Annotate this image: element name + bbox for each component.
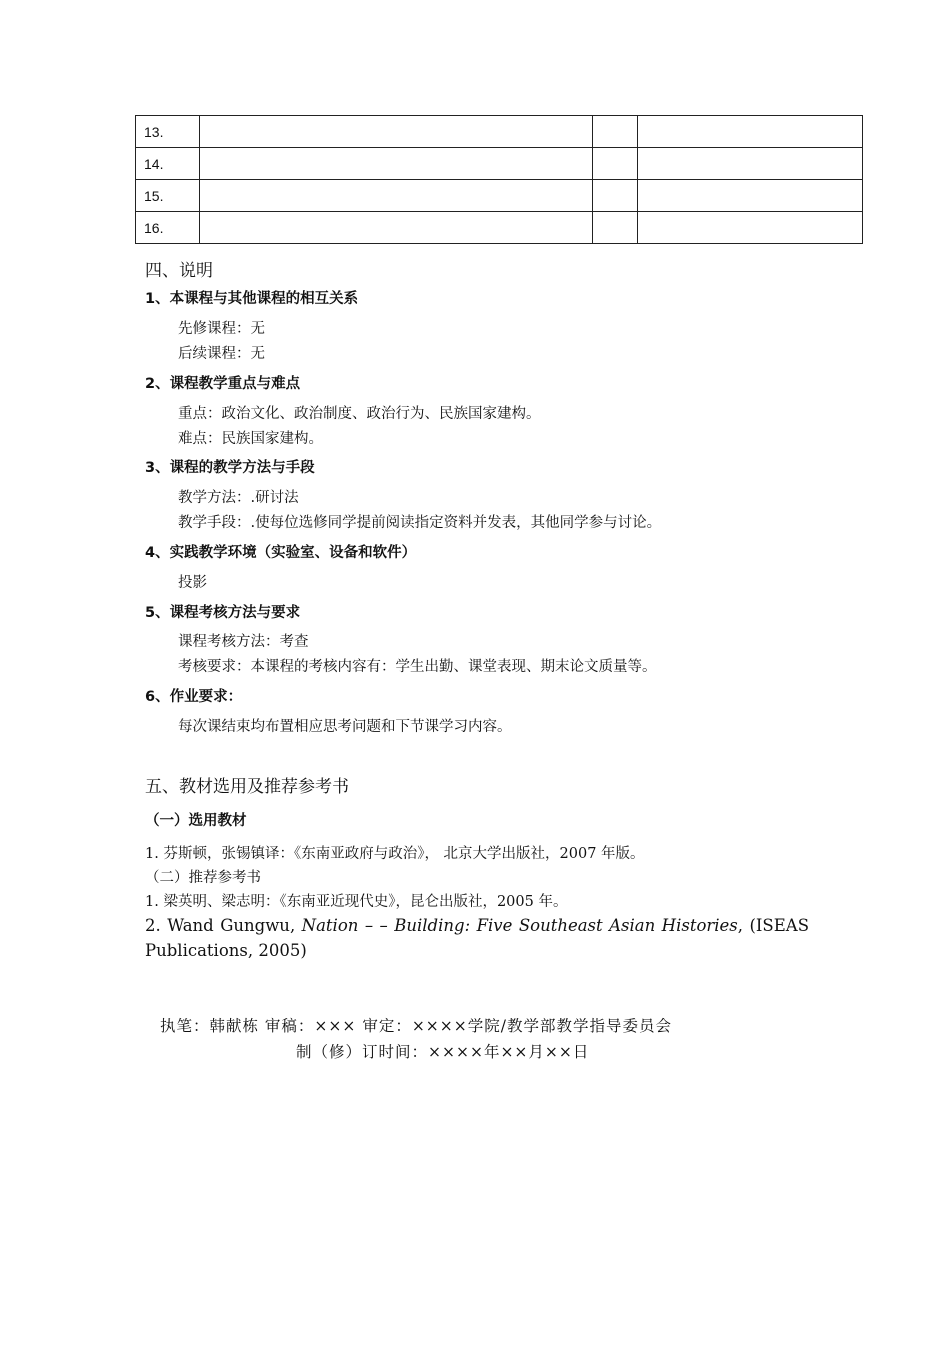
ref-2-suffix: , (ISEAS Publications, 2005) <box>145 916 809 960</box>
item-2-line-1: 重点：政治文化、政治制度、政治行为、民族国家建构。 <box>178 406 541 422</box>
item-2-heading: 2、课程教学重点与难点 <box>145 376 301 392</box>
table-row <box>136 212 863 244</box>
row-notes-cell <box>638 116 863 148</box>
row-number-cell: 16. <box>136 212 200 244</box>
row-number-cell: 13. <box>136 116 200 148</box>
recommended-ref-2 <box>145 913 809 963</box>
item-5-line-2: 考核要求：本课程的考核内容有：学生出勤、课堂表现、期末论文质量等。 <box>178 659 657 675</box>
row-hours-cell <box>593 116 638 148</box>
item-5-heading: 5、课程考核方法与要求 <box>145 605 301 621</box>
item-1-line-2: 后续课程：无 <box>178 346 265 362</box>
item-1-heading: 1、本课程与其他课程的相互关系 <box>145 291 359 307</box>
row-hours-cell <box>593 180 638 212</box>
item-3-line-2: 教学手段：.使每位选修同学提前阅读指定资料并发表，其他同学参与讨论。 <box>178 515 662 531</box>
ref-2-book-title: Nation – – Building: Five Southeast Asian Histories <box>301 916 738 935</box>
item-3-heading: 3、课程的教学方法与手段 <box>145 460 315 476</box>
row-hours-cell <box>593 148 638 180</box>
row-content-cell <box>200 116 593 148</box>
section-4-title: 四、说明 <box>145 261 213 281</box>
row-content-cell <box>200 180 593 212</box>
ref-2-prefix: 2. Wand Gungwu, <box>145 916 302 935</box>
row-notes-cell <box>638 180 863 212</box>
row-content-cell <box>200 148 593 180</box>
table-row <box>136 180 863 212</box>
signoff-line-1: 执笔：韩献栋 审稿：××× 审定：××××学院/教学部教学指导委员会 <box>160 1017 672 1035</box>
row-number-cell: 15. <box>136 180 200 212</box>
table-row <box>136 116 863 148</box>
item-5-line-1: 课程考核方法：考查 <box>178 634 309 650</box>
schedule-table <box>135 115 863 244</box>
item-3-line-1: 教学方法：.研讨法 <box>178 490 299 506</box>
textbook-ref-1: 1. 芬斯顿，张锡镇译：《东南亚政府与政治》， 北京大学出版社，2007 年版。 <box>145 846 645 862</box>
item-6-line-1: 每次课结束均布置相应思考问题和下节课学习内容。 <box>178 719 512 735</box>
item-2-line-2: 难点：民族国家建构。 <box>178 431 323 447</box>
row-content-cell <box>200 212 593 244</box>
signoff-line-2: 制（修）订时间：××××年××月××日 <box>296 1043 590 1061</box>
table-row <box>136 148 863 180</box>
textbook-heading: （一）选用教材 <box>145 813 247 829</box>
recommended-heading: （二）推荐参考书 <box>145 870 261 886</box>
row-notes-cell <box>638 148 863 180</box>
row-hours-cell <box>593 212 638 244</box>
recommended-ref-1: 1. 梁英明、梁志明：《东南亚近现代史》，昆仑出版社，2005 年。 <box>145 894 568 910</box>
section-5-title: 五、教材选用及推荐参考书 <box>145 777 349 797</box>
item-4-line-1: 投影 <box>178 575 207 591</box>
item-6-heading: 6、作业要求： <box>145 689 243 705</box>
item-1-line-1: 先修课程：无 <box>178 321 265 337</box>
item-4-heading: 4、实践教学环境（实验室、设备和软件） <box>145 545 417 561</box>
row-number-cell: 14. <box>136 148 200 180</box>
row-notes-cell <box>638 212 863 244</box>
